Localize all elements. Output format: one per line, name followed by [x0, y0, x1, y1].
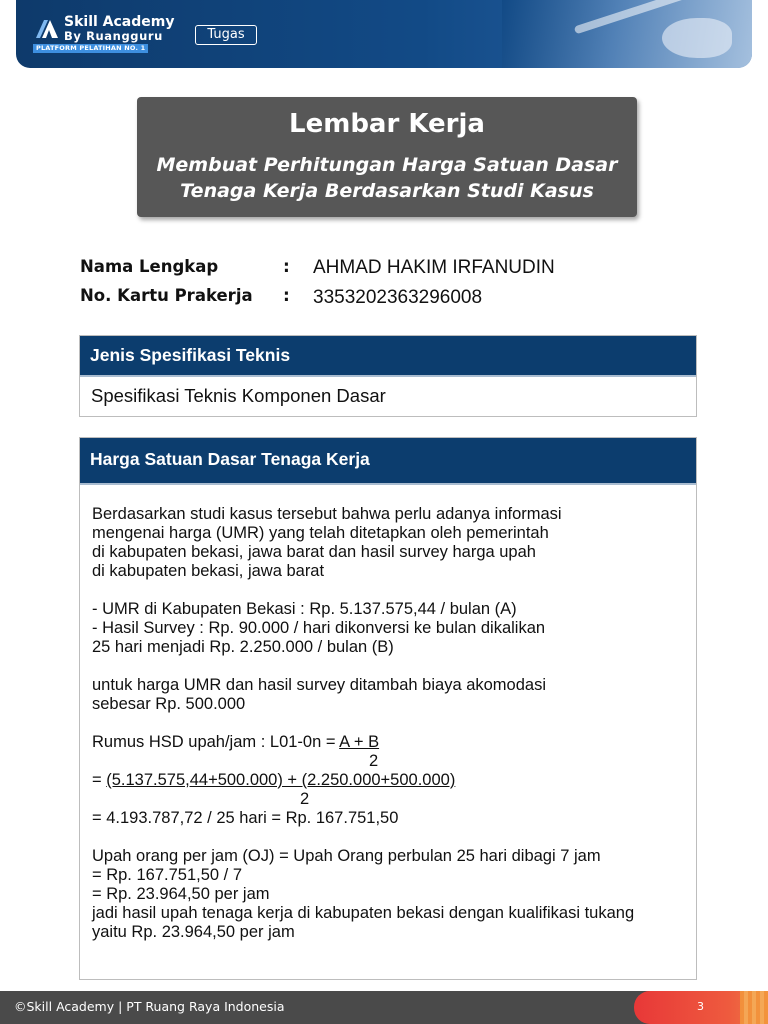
- survey-line-cont: 25 hari menjadi Rp. 2.250.000 / bulan (B): [92, 638, 394, 656]
- page-title: Lembar Kerja: [289, 109, 485, 139]
- subtitle-line-1: Membuat Perhitungan Harga Satuan Dasar: [156, 154, 618, 176]
- intro-line: Berdasarkan studi kasus tersebut bahwa perlu adanya informasi: [92, 505, 562, 523]
- calc-body: [80, 485, 696, 942]
- umr-line: - UMR di Kabupaten Bekasi : Rp. 5.137.575,44 / bulan (A): [92, 600, 517, 618]
- card-separator: :: [283, 286, 290, 306]
- title-box: [137, 97, 637, 217]
- brand-tagline: PLATFORM PELATIHAN NO. 1: [33, 44, 148, 53]
- spec-value: Spesifikasi Teknis Komponen Dasar: [91, 385, 386, 406]
- hand-image: [662, 18, 732, 58]
- name-value: AHMAD HAKIM IRFANUDIN: [313, 257, 555, 278]
- name-label: Nama Lengkap: [80, 257, 219, 276]
- card-value: 3353202363296008: [313, 287, 483, 308]
- formula-prefix: Rumus HSD upah/jam : L01-0n =: [92, 733, 340, 751]
- subtitle-line-2: Tenaga Kerja Berdasarkan Studi Kasus: [180, 180, 594, 202]
- calc-section: [79, 437, 697, 980]
- conclusion-line: yaitu Rp. 23.964,50 per jam: [92, 923, 295, 941]
- intro-line: di kabupaten bekasi, jawa barat dan hasil survey harga upah: [92, 543, 536, 561]
- akomodasi-line: untuk harga UMR dan hasil survey ditambah biaya akomodasi: [92, 676, 546, 694]
- footer: [0, 991, 768, 1024]
- tugas-button[interactable]: Tugas: [195, 25, 257, 45]
- calc-heading: Harga Satuan Dasar Tenaga Kerja: [80, 438, 696, 485]
- oj-line: Upah orang per jam (OJ) = Upah Orang perbulan 25 hari dibagi 7 jam: [92, 847, 601, 865]
- intro-line: di kabupaten bekasi, jawa barat: [92, 562, 325, 580]
- brand-name: Skill Academy: [64, 14, 175, 30]
- oj-line: = Rp. 167.751,50 / 7: [92, 866, 242, 884]
- oj-line: = Rp. 23.964,50 per jam: [92, 885, 270, 903]
- footer-stripes: [740, 991, 768, 1024]
- formula-denominator: 2: [369, 752, 379, 770]
- formula-line: [92, 733, 696, 752]
- result-line: = 4.193.787,72 / 25 hari = Rp. 167.751,50: [92, 809, 399, 827]
- subst-prefix: =: [92, 771, 107, 789]
- page-number: 3: [697, 1000, 704, 1013]
- subst-numerator: (5.137.575,44+500.000) + (2.250.000+500.000): [106, 771, 456, 789]
- spec-heading: Jenis Spesifikasi Teknis: [80, 336, 696, 377]
- formula-numerator: A + B: [339, 733, 380, 751]
- conclusion-line: jadi hasil upah tenaga kerja di kabupaten bekasi dengan kualifikasi tukang: [92, 904, 635, 922]
- akomodasi-line: sebesar Rp. 500.000: [92, 695, 246, 713]
- header-banner: [16, 0, 752, 68]
- subst-denominator: 2: [300, 790, 310, 808]
- substitution-line: [92, 771, 696, 790]
- page-subtitle: [137, 152, 637, 204]
- intro-line: mengenai harga (UMR) yang telah ditetapkan oleh pemerintah: [92, 524, 549, 542]
- header-photo: [502, 0, 752, 68]
- card-label: No. Kartu Prakerja: [80, 286, 253, 305]
- spec-section: [79, 335, 697, 417]
- footer-copyright: ©Skill Academy | PT Ruang Raya Indonesia: [14, 999, 285, 1014]
- name-separator: :: [283, 257, 290, 277]
- survey-line: - Hasil Survey : Rp. 90.000 / hari dikonversi ke bulan dikalikan: [92, 619, 546, 637]
- skill-academy-logo-icon: [34, 16, 60, 40]
- brand-subname: By Ruangguru: [64, 29, 163, 43]
